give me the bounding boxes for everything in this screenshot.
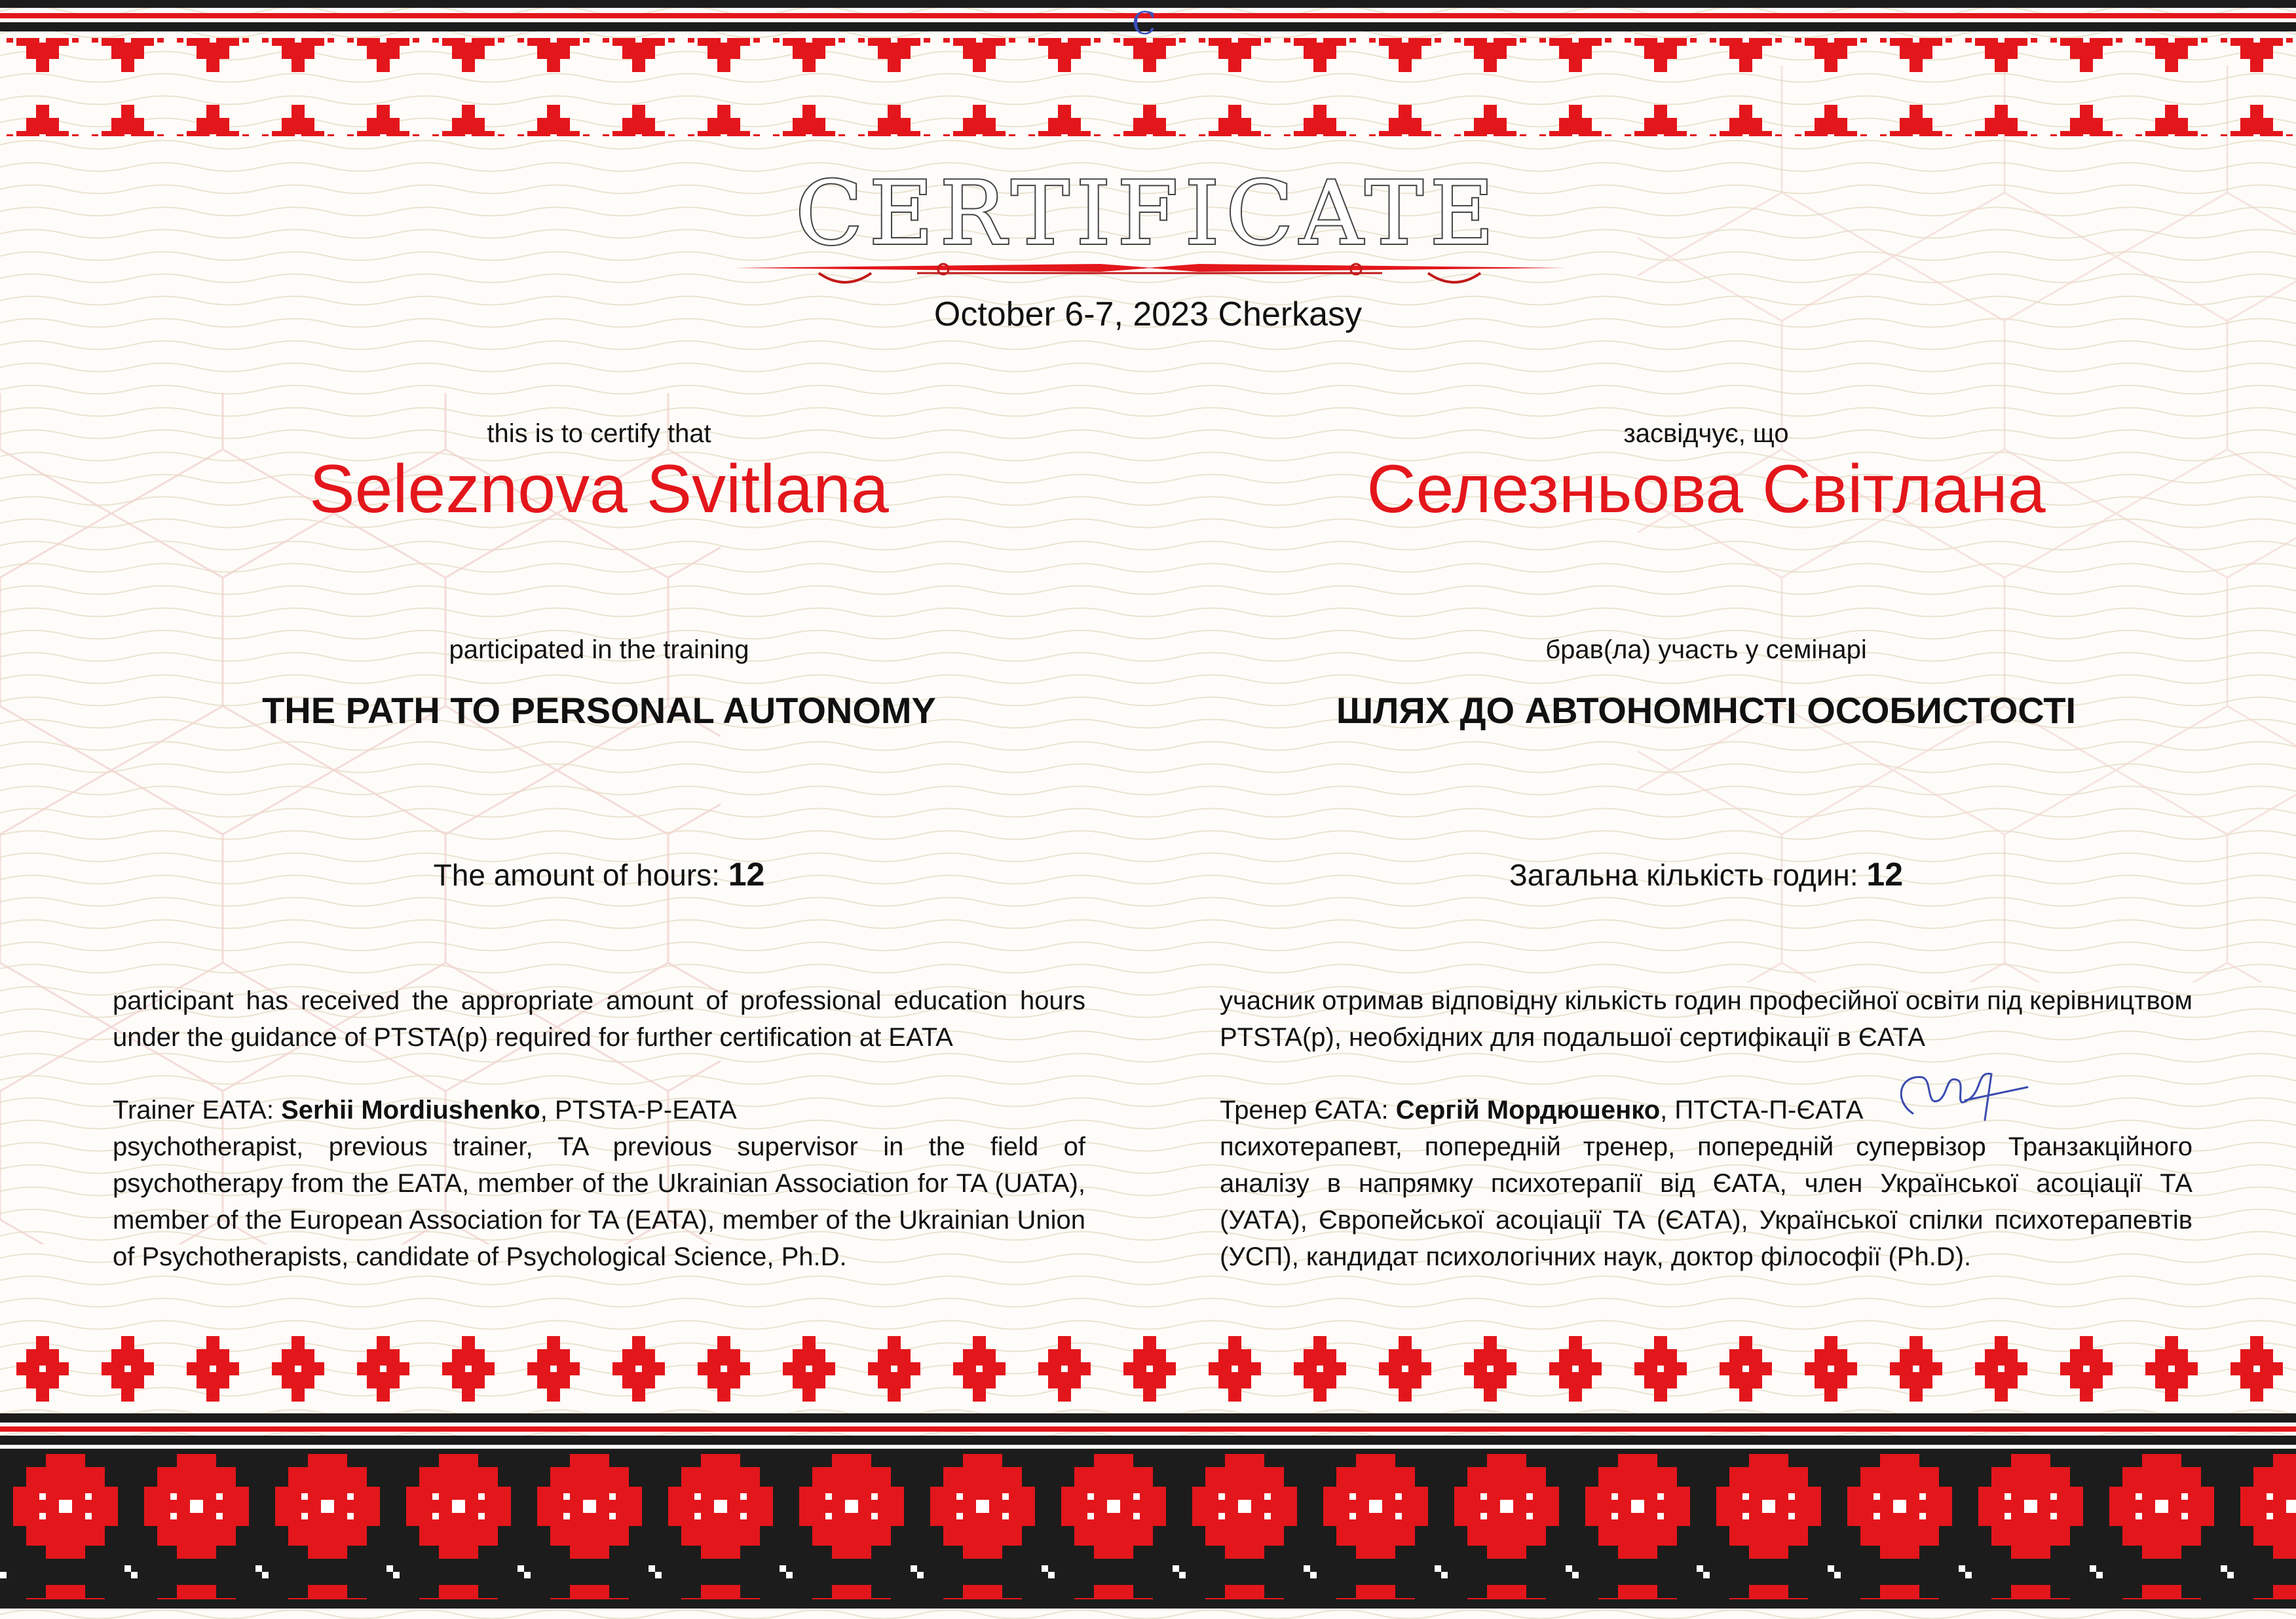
stamp-letter: C bbox=[1132, 5, 1156, 42]
trainer-line bbox=[113, 1092, 1085, 1128]
hours-line-ua bbox=[1220, 855, 2192, 893]
trainer-bio-ua: психотерапевт, попередній тренер, попередній супервізор Транзакційного аналізу в напрямку психотерапії від ЄАТА, член Української асоціації ТА (УАТА), Європейської асоціації ТА (ЄАТА), Української спілки психотерапевтів (УСП), кандидат психологічних наук, доктор філософії (Ph.D). bbox=[1220, 1132, 2192, 1271]
certify-label: this is to certify that bbox=[487, 419, 711, 448]
hours-value: 12 bbox=[728, 856, 765, 893]
trainer-block bbox=[113, 1092, 1085, 1275]
course-title: THE PATH TO PERSONAL AUTONOMY bbox=[262, 690, 936, 731]
bottom-embroidery-border bbox=[0, 1310, 2296, 1619]
ukrainian-column bbox=[1220, 419, 2192, 1290]
event-date-location: October 6-7, 2023 Cherkasy bbox=[933, 295, 1363, 333]
trainer-title: , PTSTA-P-EATA bbox=[540, 1096, 737, 1125]
participated-label: participated in the training bbox=[449, 635, 749, 664]
hours-label: The amount of hours: bbox=[433, 858, 728, 892]
english-column bbox=[113, 419, 1085, 1290]
participated-label-ua: брав(ла) участь у семінарі bbox=[1545, 635, 1867, 664]
trainer-block-ua bbox=[1220, 1092, 2192, 1275]
certificate-title: CERTIFICATE bbox=[795, 162, 1501, 265]
trainer-label: Trainer EATA: bbox=[113, 1096, 282, 1125]
trainer-label-ua: Тренер ЄАТА: bbox=[1220, 1096, 1396, 1125]
trainer-line-ua bbox=[1220, 1092, 2192, 1128]
education-paragraph: participant has received the appropriate amount of professional education hours under the guidance of PTSTA(p) required for further certification at EATA bbox=[113, 986, 1085, 1052]
recipient-name: Seleznova Svitlana bbox=[309, 451, 889, 527]
trainer-signature bbox=[1887, 1061, 2031, 1133]
hours-line bbox=[113, 855, 1085, 893]
trainer-title-ua: , ПТСТА-П-ЄАТА bbox=[1660, 1096, 1864, 1125]
trainer-name: Serhii Mordiushenko bbox=[281, 1096, 540, 1125]
trainer-bio: psychotherapist, previous trainer, TA previous supervisor in the field of psychotherapy from the EATA, member of the Ukrainian Association for TA (UATA), member of the European Association for TA (EATA), member of the Ukrainian Union of Psychotherapists, candidate of Psychological Science, Ph.D. bbox=[113, 1132, 1085, 1271]
course-title-ua: ШЛЯХ ДО АВТОНОМНСТІ ОСОБИСТОСТІ bbox=[1336, 690, 2077, 731]
certify-label-ua: засвідчує, що bbox=[1623, 419, 1789, 448]
trainer-name-ua: Сергій Мордюшенко bbox=[1395, 1096, 1661, 1125]
hours-label-ua: Загальна кількість годин: bbox=[1509, 858, 1867, 892]
recipient-name-ua: Селезньова Світлана bbox=[1366, 451, 2046, 527]
hours-value-ua: 12 bbox=[1866, 856, 1904, 893]
title-ornament-divider bbox=[734, 259, 1566, 291]
education-paragraph-ua: учасник отримав відповідну кількість годин професійної освіти під керівництвом PTSTA(р), необхідних для подальшої сертифікації в ЄАТА bbox=[1220, 986, 2192, 1052]
